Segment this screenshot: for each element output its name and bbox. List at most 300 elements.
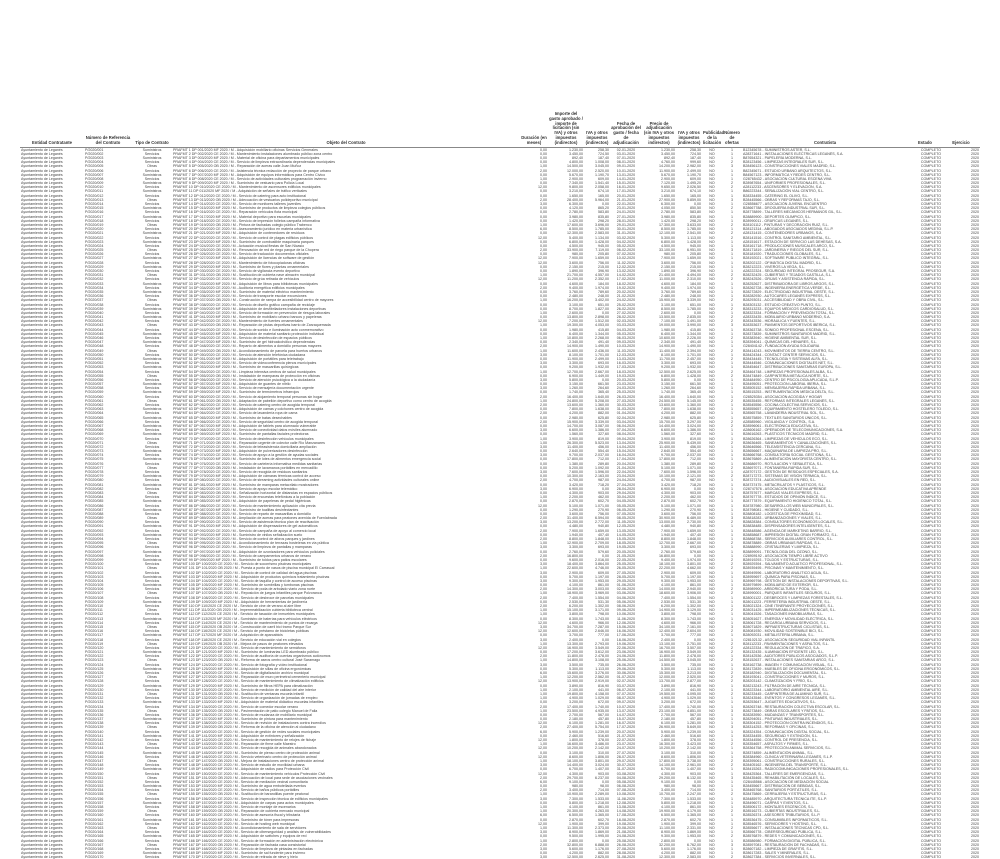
cell-duration: 1,00: [520, 399, 548, 403]
cell-year: 2020: [942, 700, 980, 704]
cell-type: Obras: [132, 759, 172, 763]
cell-duration: 0,00: [520, 558, 548, 562]
cell-reference: P/2020/087: [84, 508, 132, 512]
cell-duration: 3,00: [540, 570, 547, 575]
cell-entity: Ayuntamiento de Leganés: [21, 160, 63, 165]
cell-object: PRAFMT 151 DP 151/2020 OB 2020 / M - Adecuación de local para sede de asociaciones vecinales: [172, 776, 520, 780]
cell-year: 2020: [942, 658, 980, 662]
cell-reference: P/2020/088: [85, 511, 104, 516]
cell-object: PRAFMT 47 DP 047/2020 MF 2020 / M - Suministro de gel hidroalcohólico dependencias: [172, 340, 520, 344]
cell-reference: P/2020/075: [84, 457, 132, 461]
cell-budget-vat: 609,00: [598, 570, 609, 575]
cell-date: 23-04-2020: [610, 474, 642, 478]
cell-budget-vat: 724,50: [598, 151, 609, 156]
cell-year: 2020: [942, 843, 980, 847]
cell-entity: Ayuntamiento de Leganés: [21, 604, 63, 609]
cell-status: COMPLETO: [920, 160, 941, 165]
cell-reference: P/2020/035: [84, 290, 132, 294]
cell-entity: Ayuntamiento de Leganés: [20, 382, 84, 386]
cell-publicity: NO: [702, 843, 722, 847]
cell-publicity: NO: [709, 218, 715, 223]
cell-budget: 1.650,00: [569, 193, 583, 198]
cell-offers: 1: [731, 202, 733, 207]
cell-budget-vat: 396,90: [598, 269, 609, 274]
cell-date: 24-08-2020: [610, 834, 642, 838]
cell-status: COMPLETO: [908, 658, 942, 662]
cell-contractor: B28314253 - REFORMAS Y OFICINAS, S.L.: [742, 725, 908, 729]
cell-entity: Ayuntamiento de Leganés: [21, 687, 63, 692]
cell-entity: Ayuntamiento de Leganés: [21, 654, 63, 659]
cell-entity: Ayuntamiento de Leganés: [20, 508, 84, 512]
cell-entity: Ayuntamiento de Leganés: [21, 428, 63, 433]
cell-object: PRAFMT 169 DP 169/2020 MF 2020 / M - Suministro de sal fundente para invierno: [172, 851, 520, 855]
cell-award-vat: 1.638,00: [676, 407, 702, 411]
cell-type: Servicios: [144, 478, 160, 483]
cell-year: 2020: [942, 374, 980, 378]
cell-award-vat: 1.869,00: [687, 830, 701, 835]
cell-year: 2020: [942, 340, 980, 344]
cell-year: 2020: [942, 382, 980, 386]
cell-date: 24-04-2020: [616, 478, 636, 483]
cell-budget-vat: 718,20: [584, 483, 610, 487]
cell-type: Suministros: [132, 558, 172, 562]
cell-entity: Ayuntamiento de Leganés: [20, 667, 84, 671]
cell-status: COMPLETO: [920, 302, 941, 307]
cell-award-vat: 2.457,00: [676, 357, 702, 361]
cell-publicity: NO: [709, 855, 715, 859]
cell-entity: Ayuntamiento de Leganés: [21, 846, 63, 851]
cell-status: COMPLETO: [908, 600, 942, 604]
cell-type: Servicios: [144, 629, 160, 634]
cell-duration: 12,00: [538, 721, 547, 726]
cell-duration: 0,00: [540, 218, 547, 223]
cell-year: 2020: [942, 256, 980, 260]
cell-year: 2020: [971, 537, 979, 542]
cell-year: 2020: [971, 453, 979, 458]
cell-date: 14-07-2020: [616, 712, 636, 717]
cell-budget-vat: 2.709,00: [584, 541, 610, 545]
cell-offers: 1: [722, 282, 742, 286]
cell-object: PRAFMT 134 DP 134/2020 CE 2020 / M - Servicio de comedor escolar verano: [173, 704, 299, 709]
cell-contractor: B28656667 - MAQUINARIA DE LIMPIEZA PRO, S.L.: [742, 449, 908, 453]
cell-status: COMPLETO: [908, 734, 942, 738]
cell-reference: P/2020/011: [84, 189, 132, 193]
cell-award-price: 4.600,00: [661, 620, 675, 625]
cell-publicity: NO: [702, 566, 722, 570]
cell-duration: 2,00: [520, 248, 548, 252]
cell-year: 2020: [942, 416, 980, 420]
cell-offers: 2: [731, 587, 733, 592]
cell-status: COMPLETO: [908, 483, 942, 487]
cell-award-price: 10.600,00: [659, 336, 675, 341]
cell-budget: 8.600,00: [569, 754, 583, 759]
cell-budget: 14.900,00: [567, 344, 583, 349]
cell-budget-vat: 1.512,00: [595, 319, 609, 324]
cell-date: 10-02-2020: [610, 256, 642, 260]
cell-budget: 34.700,00: [548, 625, 584, 629]
cell-contractor: B28041526 - TASACIONES INMOBILIARIAS, S.L.: [743, 612, 824, 617]
cell-year: 2020: [971, 319, 979, 324]
cell-status: COMPLETO: [920, 377, 941, 382]
cell-award-vat: 714,00: [690, 788, 701, 793]
cell-budget-vat: 966,00: [598, 620, 609, 625]
cell-offers: 1: [731, 269, 733, 274]
cell-award-vat: 1.953,00: [687, 578, 701, 583]
cell-publicity: NO: [709, 721, 715, 726]
cell-offers: 1: [731, 352, 733, 357]
cell-award-vat: 882,00: [676, 851, 702, 855]
cell-object: PRAFMT 90 DP 090/2020 CE 2020 / M - Servicio de asistencia técnica plan de reactivación: [173, 520, 319, 525]
cell-publicity: NO: [709, 788, 715, 793]
cell-date: 21-05-2020: [616, 553, 636, 558]
cell-award-price: 2.870,00: [642, 818, 676, 822]
cell-publicity: NO: [702, 290, 722, 294]
cell-offers: 2: [722, 658, 742, 662]
cell-budget: 9.700,00: [569, 453, 583, 458]
cell-status: COMPLETO: [908, 516, 942, 520]
cell-award-vat: 0,00: [694, 838, 701, 843]
cell-award-price: 5.670,00: [642, 173, 676, 177]
cell-date: 18-06-2020: [616, 637, 636, 642]
cell-contractor: B28011223 - FERRETERÍA INDUSTRIAL OESTE, S.L.: [742, 600, 908, 604]
cell-status: COMPLETO: [920, 403, 941, 408]
cell-award-vat: 999,60: [690, 160, 701, 165]
cell-entity: Ayuntamiento de Leganés: [20, 742, 84, 746]
cell-award-price: 11.400,00: [642, 349, 676, 353]
cell-object: PRAFMT 123 DP 123/2020 OB 2020 / M - Reforma de aseos centro cultural José Saramago: [172, 658, 520, 662]
cell-status: COMPLETO: [908, 206, 942, 210]
cell-object: PRAFMT 111 DP 111/2020 OB 2020 / M - Impermeabilización cubierta biblioteca central: [172, 608, 520, 612]
cell-contractor: B28575859 - TEXTILES SANITARIOS ÚNICOS, S.L.: [742, 416, 908, 420]
cell-award-vat: 0,00: [694, 310, 701, 315]
cell-object: PRAFMT 131 DP 131/2020 OB 2020 / M - Sustitución de ventanas escuela infantil: [172, 692, 520, 696]
cell-year: 2020: [971, 796, 979, 801]
cell-year: 2020: [971, 846, 979, 851]
cell-date: 05-08-2020: [616, 779, 636, 784]
cell-budget: 6.800,00: [548, 240, 584, 244]
cell-contractor: B82345671 - ESTUDIO URBANO ARQUITECTOS, S.L.: [743, 168, 833, 173]
cell-award-vat: 415,80: [690, 327, 701, 332]
cell-offers: 1: [722, 575, 742, 579]
cell-award-price: 14.200,00: [642, 164, 676, 168]
cell-publicity: NO: [709, 461, 715, 466]
cell-entity: Ayuntamiento de Leganés: [21, 503, 63, 508]
cell-contractor: B28123456 - LIMPIEZAS INTEGRALES SUR, S.L.: [743, 160, 825, 165]
cell-year: 2020: [942, 776, 980, 780]
cell-offers: 1: [731, 302, 733, 307]
cell-duration: 0,00: [540, 252, 547, 257]
cell-offers: 1: [722, 734, 742, 738]
cell-budget: 13.800,00: [548, 315, 584, 319]
cell-reference: P/2020/155: [84, 792, 132, 796]
cell-publicity: NO: [709, 336, 715, 341]
cell-budget-vat: 672,00: [584, 700, 610, 704]
cell-reference: P/2020/023: [84, 240, 132, 244]
cell-duration: 0,00: [520, 684, 548, 688]
cell-budget-vat: 3.087,00: [584, 424, 610, 428]
cell-award-price: 17.300,00: [642, 223, 676, 227]
cell-object: PRAFMT 105 DP 105/2020 MF 2020 / M - Suministro de sombrillas y tumbonas piscinas: [172, 583, 520, 587]
cell-offers: 1: [731, 687, 733, 692]
cell-budget: 11.900,00: [548, 357, 584, 361]
cell-object: PRAFMT 120 DP 120/2020 CE 2020 / M - Servicio de mantenimiento de semáforos: [173, 645, 306, 650]
cell-budget: 13.200,00: [567, 520, 583, 525]
cell-offers: 1: [731, 545, 733, 550]
cell-award-vat: 940,80: [676, 524, 702, 528]
cell-reference: P/2020/079: [84, 474, 132, 478]
cell-offers: 1: [731, 285, 733, 290]
cell-year: 2020: [971, 662, 979, 667]
cell-award-vat: 310,00: [676, 751, 702, 755]
cell-type: Obras: [132, 441, 172, 445]
cell-entity: Ayuntamiento de Leganés: [21, 277, 63, 282]
cell-type: Suministros: [132, 432, 172, 436]
cell-award-price: 4.600,00: [642, 282, 676, 286]
cell-object: PRAFMT 62 DP 062/2020 CE 2020 / M - Servicio de catering centro de acogida temporal: [173, 403, 315, 408]
cell-budget-vat: 1.659,00: [595, 528, 609, 533]
cell-offers: 2: [731, 277, 733, 282]
cell-entity: Ayuntamiento de Leganés: [20, 675, 84, 679]
cell-budget-vat: 1.701,00: [595, 352, 609, 357]
cell-contractor: B28798081 - HIGIENE Y CUIDADO, S.L.: [742, 508, 908, 512]
cell-offers: 1: [731, 243, 733, 248]
cell-duration: 0,00: [520, 600, 548, 604]
cell-offers: 1: [731, 846, 733, 851]
cell-publicity: NO: [709, 821, 715, 826]
cell-budget: 6.300,00: [569, 202, 583, 207]
cell-reference: P/2020/109: [84, 600, 132, 604]
cell-duration: 2,00: [520, 516, 548, 520]
cell-year: 2020: [971, 386, 979, 391]
cell-budget-vat: 2.898,00: [584, 315, 610, 319]
cell-contractor: B28757677 - MARCAS VIALES EXPRESS, S.L.: [742, 491, 908, 495]
cell-date: 12-03-2020: [616, 352, 636, 357]
cell-award-vat: 3.339,00: [676, 298, 702, 302]
cell-publicity: NO: [702, 483, 722, 487]
cell-status: COMPLETO: [908, 198, 942, 202]
cell-type: Obras: [132, 516, 172, 520]
cell-budget-vat: 1.640,00: [595, 394, 609, 399]
cell-duration: 0,00: [520, 834, 548, 838]
cell-date: 06-05-2020: [610, 508, 642, 512]
cell-award-vat: 1.365,00: [687, 813, 701, 818]
cell-entity: Ayuntamiento de Leganés: [20, 432, 84, 436]
cell-offers: 1: [731, 294, 733, 299]
cell-budget-vat: 1.743,00: [584, 617, 610, 621]
cell-award-price: 23.100,00: [642, 709, 676, 713]
cell-award-vat: 98,00: [676, 784, 702, 788]
cell-object: PRAFMT 166 DP 166/2020 CE 2020 / M - Servicio de formación en administración electrónica: [173, 838, 323, 843]
cell-budget-vat: 0,00: [602, 637, 609, 642]
cell-entity: Ayuntamiento de Leganés: [20, 801, 84, 805]
cell-budget-vat: 2.583,00: [584, 231, 610, 235]
cell-year: 2020: [971, 403, 979, 408]
cell-duration: 1,00: [520, 223, 548, 227]
cell-date: 29-06-2020: [610, 667, 642, 671]
cell-offers: 1: [722, 717, 742, 721]
cell-year: 2020: [971, 361, 979, 366]
cell-contractor: B28263748 - RESTAURACIÓN COLECTIVA ESCOLAR, S.L.: [743, 704, 841, 709]
cell-duration: 3,00: [540, 453, 547, 458]
cell-publicity: NO: [709, 419, 715, 424]
cell-budget-vat: 2.793,00: [584, 642, 610, 646]
cell-offers: 1: [731, 637, 733, 642]
cell-publicity: NO: [702, 457, 722, 461]
cell-date: 22-06-2020: [616, 645, 636, 650]
cell-date: 17-04-2020: [610, 457, 642, 461]
cell-status: COMPLETO: [920, 604, 941, 609]
cell-duration: 2,00: [520, 843, 548, 847]
cell-date: 25-03-2020: [610, 390, 642, 394]
cell-offers: 2: [722, 223, 742, 227]
cell-offers: 1: [731, 813, 733, 818]
cell-award-vat: 672,00: [676, 700, 702, 704]
cell-year: 2020: [942, 407, 980, 411]
cell-year: 2020: [971, 470, 979, 475]
cell-year: 2020: [971, 746, 979, 751]
cell-reference: P/2020/057: [84, 382, 132, 386]
cell-offers: 3: [722, 776, 742, 780]
cell-entity: Ayuntamiento de Leganés: [21, 327, 63, 332]
cell-entity: Ayuntamiento de Leganés: [21, 243, 63, 248]
cell-award-price: 1.420,00: [661, 218, 675, 223]
column-header-offers: Número de ofertas: [722, 112, 742, 147]
cell-date: 05-03-2020: [610, 332, 642, 336]
cell-award-price: 5.800,00: [642, 801, 676, 805]
cell-year: 2020: [942, 566, 980, 570]
cell-publicity: NO: [702, 725, 722, 729]
cell-award-price: 9.300,00: [642, 834, 676, 838]
cell-publicity: NO: [702, 826, 722, 830]
cell-contractor: B28213243 - FILTRACIÓN DE AIRE TÉCNICA, S.L.: [742, 684, 908, 688]
cell-status: COMPLETO: [920, 269, 941, 274]
cell-budget-vat: 1.218,00: [584, 801, 610, 805]
cell-award-vat: 4.851,00: [676, 709, 702, 713]
cell-status: COMPLETO: [908, 147, 942, 152]
cell-budget-vat: 1.490,00: [595, 344, 609, 349]
cell-contractor: B28282930 - AUTOCARES LEGANÉS EXPRESS, S.L.: [743, 294, 832, 299]
cell-contractor: B28092031 - METALISTERÍA URBANA, S.L.: [742, 633, 908, 637]
cell-offers: 1: [731, 528, 733, 533]
cell-contractor: B28161718 - PRODUCCIONES MUSICALES ARCO, S.L.: [743, 243, 836, 248]
cell-object: PRAFMT 82 DP 082/2020 CE 2020 / M - Servicio de apoyo escolar telemático: [173, 486, 298, 491]
cell-publicity: NO: [702, 834, 722, 838]
cell-publicity: NO: [702, 256, 722, 260]
cell-award-vat: 3.045,00: [676, 658, 702, 662]
cell-award-vat: 718,20: [676, 483, 702, 487]
cell-entity: Ayuntamiento de Leganés: [20, 390, 84, 394]
cell-award-vat: 2.331,00: [676, 826, 702, 830]
cell-duration: 0,00: [540, 294, 547, 299]
column-header-budget-vat: IVA y otros impuestos (indirectos): [584, 112, 610, 147]
cell-entity: Ayuntamiento de Leganés: [21, 260, 63, 265]
cell-year: 2020: [971, 520, 979, 525]
cell-year: 2020: [942, 449, 980, 453]
cell-entity: Ayuntamiento de Leganés: [20, 240, 84, 244]
cell-status: COMPLETO: [908, 215, 942, 219]
cell-year: 2020: [942, 550, 980, 554]
cell-date: 27-05-2020: [616, 570, 636, 575]
cell-offers: 1: [731, 779, 733, 784]
cell-entity: Ayuntamiento de Leganés: [21, 394, 63, 399]
cell-offers: 1: [722, 499, 742, 503]
cell-award-vat: 270,90: [676, 508, 702, 512]
cell-contractor: B28334455 - SEGURIDAD Y EXTINCIÓN, S.L.: [742, 734, 908, 738]
cell-status: COMPLETO: [908, 340, 942, 344]
cell-budget-vat: 3.003,00: [595, 587, 609, 592]
cell-object: PRAFMT 121 DP 121/2020 MF 2020 / M - Suministro de luminarias LED alumbrado público: [172, 650, 520, 654]
cell-offers: 2: [731, 855, 733, 859]
cell-reference: P/2020/132: [85, 696, 104, 701]
cell-year: 2020: [971, 763, 979, 768]
cell-publicity: NO: [709, 386, 715, 391]
cell-contractor: B28141516 - CONTROL SANITARIO AMBIENTAL, S.L.: [743, 235, 832, 240]
cell-year: 2020: [942, 282, 980, 286]
cell-duration: 2,00: [540, 168, 547, 173]
cell-budget-vat: 407,40: [584, 533, 610, 537]
cell-type: Servicios: [144, 394, 160, 399]
cell-object: PRAFMT 161 DP 161/2020 MF 2020 / M - Suministro de tóner para impresoras: [172, 818, 520, 822]
cell-date: 07-01-2020: [610, 156, 642, 160]
cell-entity: Ayuntamiento de Leganés: [20, 282, 84, 286]
cell-object: PRAFMT 72 DP 072/2020 CE 2020 / M - Servicio de teleasistencia domiciliaria ampliación: [173, 444, 317, 449]
cell-reference: P/2020/154: [85, 788, 104, 793]
cell-duration: 3,00: [540, 470, 547, 475]
cell-year: 2020: [942, 265, 980, 269]
cell-publicity: NO: [709, 377, 715, 382]
column-header-duration: Duración (en meses): [520, 112, 548, 147]
cell-object: PRAFMT 69 DP 069/2020 MF 2020 / M - Suministro de pantallas faciales protectoras: [172, 432, 520, 436]
cell-budget: 2.780,00: [569, 210, 583, 215]
cell-status: COMPLETO: [920, 612, 941, 617]
cell-year: 2020: [942, 240, 980, 244]
cell-year: 2020: [971, 252, 979, 257]
cell-offers: 2: [731, 319, 733, 324]
cell-contractor: B28545556 - COCINA COLECTIVA SERVICIOS, S.L.: [743, 403, 829, 408]
cell-publicity: NO: [709, 352, 715, 357]
cell-budget-vat: 3.864,00: [595, 562, 609, 567]
cell-offers: 1: [722, 240, 742, 244]
cell-award-vat: 819,00: [690, 436, 701, 441]
cell-status: COMPLETO: [920, 419, 941, 424]
cell-duration: 1,00: [520, 792, 548, 796]
cell-entity: Ayuntamiento de Leganés: [20, 767, 84, 771]
cell-year: 2020: [971, 612, 979, 617]
cell-year: 2020: [942, 198, 980, 202]
cell-date: 13-05-2020: [616, 528, 636, 533]
cell-publicity: NO: [702, 591, 722, 595]
cell-publicity: NO: [702, 349, 722, 353]
cell-award-price: 2.900,00: [661, 570, 675, 575]
cell-offers: 2: [722, 566, 742, 570]
cell-contractor: A28112233 - ASCENSORES Y ELEVACIÓN, S.A.: [743, 185, 823, 190]
cell-award-price: 980,00: [664, 252, 675, 257]
cell-budget: 7.300,00: [569, 796, 583, 801]
cell-type: Obras: [132, 323, 172, 327]
cell-award-price: 4.300,00: [642, 491, 676, 495]
cell-duration: 12,00: [538, 645, 547, 650]
cell-type: Suministros: [132, 508, 172, 512]
cell-award-vat: 2.877,00: [687, 679, 701, 684]
cell-entity: Ayuntamiento de Leganés: [21, 821, 63, 826]
cell-entity: Ayuntamiento de Leganés: [20, 617, 84, 621]
cell-award-price: 11.900,00: [659, 168, 675, 173]
cell-budget-vat: 1.806,00: [595, 754, 609, 759]
cell-entity: Ayuntamiento de Leganés: [21, 796, 63, 801]
cell-entity: Ayuntamiento de Leganés: [20, 323, 84, 327]
cell-budget: 2.600,00: [569, 310, 583, 315]
cell-type: Obras: [132, 625, 172, 629]
